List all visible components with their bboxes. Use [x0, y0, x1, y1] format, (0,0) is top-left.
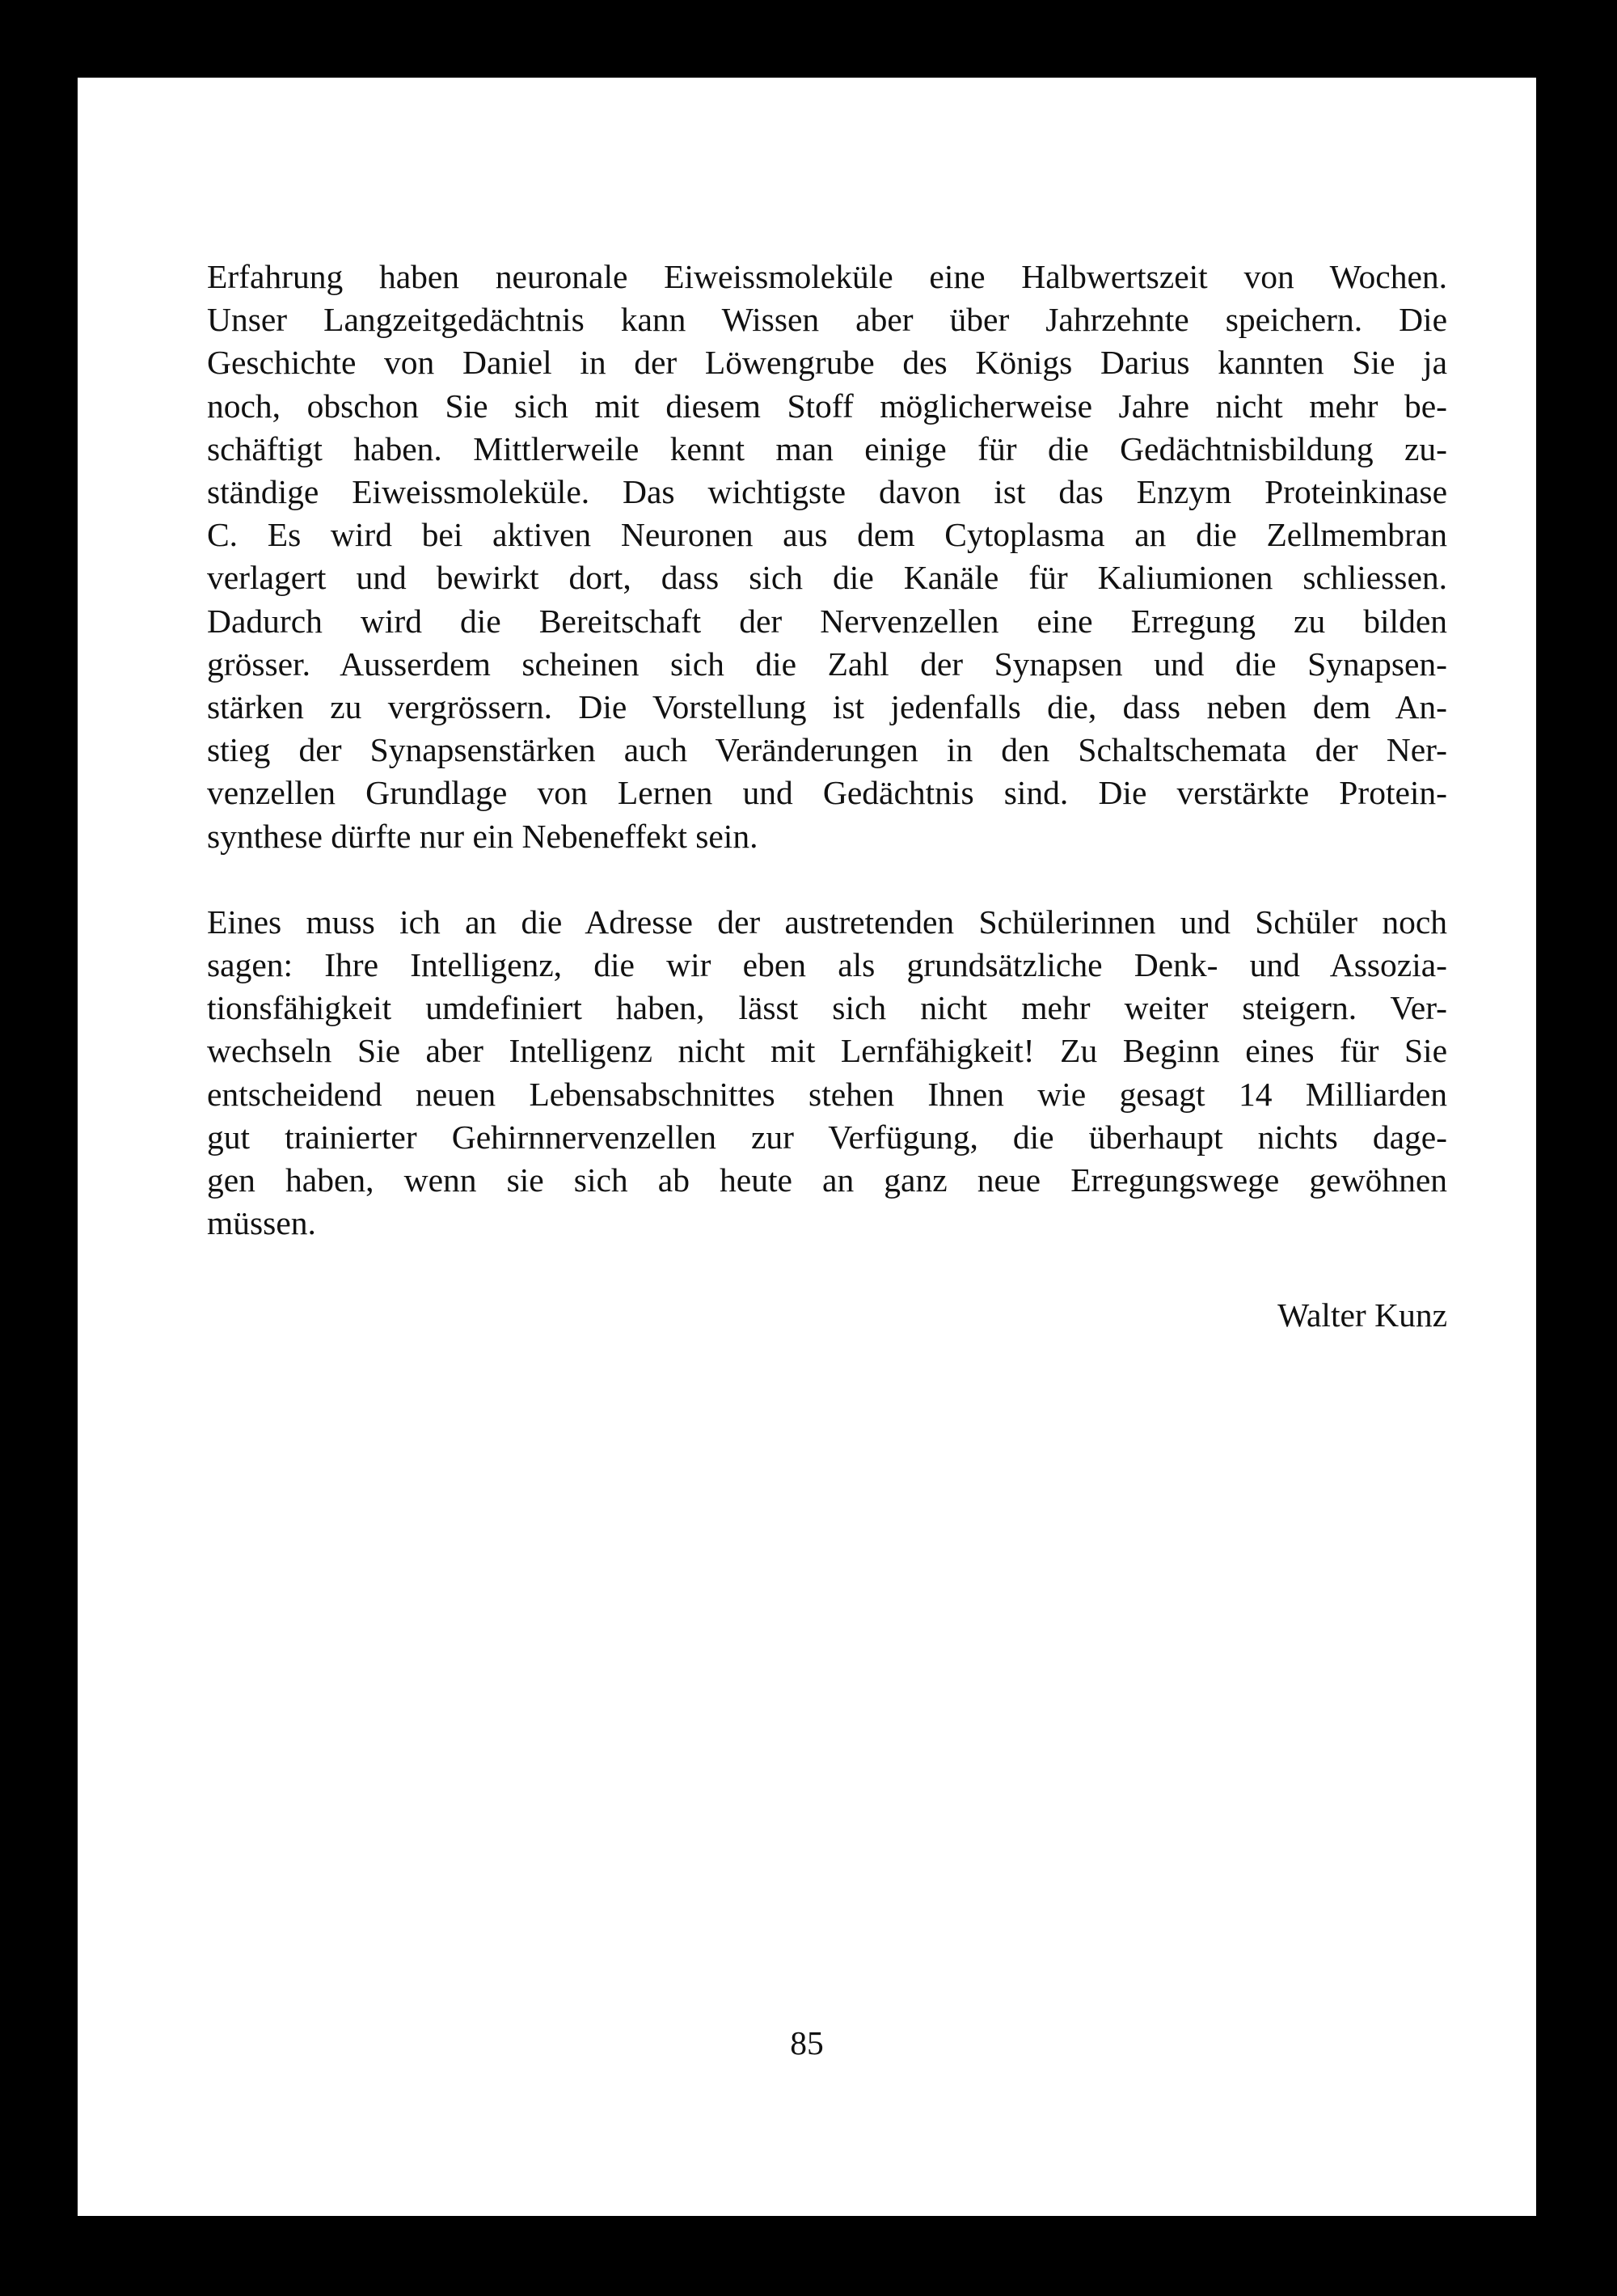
text-line: stärken zu vergrössern. Die Vorstellung ist jedenfalls die, dass neben dem An- [207, 688, 1447, 726]
text-line: Geschichte von Daniel in der Löwengrube des Königs Darius kannten Sie ja [207, 344, 1447, 382]
text-line: sagen: Ihre Intelligenz, die wir eben als grundsätzliche Denk- und Assozia- [207, 946, 1447, 984]
page-number: 85 [790, 2024, 824, 2061]
text-line: Dadurch wird die Bereitschaft der Nervenzellen eine Erregung zu bilden [207, 602, 1447, 640]
paragraph-2 [207, 901, 1447, 1245]
document-page [78, 78, 1536, 2216]
text-line: wechseln Sie aber Intelligenz nicht mit Lernfähigkeit! Zu Beginn eines für Sie [207, 1032, 1447, 1070]
text-line: grösser. Ausserdem scheinen sich die Zahl der Synapsen und die Synapsen- [207, 645, 1447, 683]
text-line: verlagert und bewirkt dort, dass sich die Kanäle für Kaliumionen schliessen. [207, 559, 1447, 597]
text-line: schäftigt haben. Mittlerweile kennt man einige für die Gedächtnisbildung zu- [207, 429, 1447, 467]
text-line: gen haben, wenn sie sich ab heute an ganz neue Erregungswege gewöhnen [207, 1161, 1447, 1199]
text-line: stieg der Synapsenstärken auch Veränderungen in den Schaltschemata der Ner- [207, 731, 1447, 769]
text-line: tionsfähigkeit umdefiniert haben, lässt sich nicht mehr weiter steigern. Ver- [207, 989, 1447, 1027]
paragraph-1 [207, 256, 1447, 858]
text-line: Eines muss ich an die Adresse der austretenden Schülerinnen und Schüler noch [207, 903, 1447, 941]
text-line: venzellen Grundlage von Lernen und Gedächtnis sind. Die verstärkte Protein- [207, 774, 1447, 812]
text-line: entscheidend neuen Lebensabschnittes stehen Ihnen wie gesagt 14 Milliarden [207, 1075, 1447, 1113]
text-line: ständige Eiweissmoleküle. Das wichtigste davon ist das Enzym Proteinkinase [207, 473, 1447, 511]
paragraph-spacer [207, 858, 1447, 901]
text-line: C. Es wird bei aktiven Neuronen aus dem Cytoplasma an die Zellmembran [207, 516, 1447, 554]
text-line: gut trainierter Gehirnnervenzellen zur Verfügung, die überhaupt nichts dage- [207, 1118, 1447, 1156]
text-line: noch, obschon Sie sich mit diesem Stoff möglicherweise Jahre nicht mehr be- [207, 387, 1447, 425]
text-line: synthese dürfte nur ein Nebeneffekt sein. [207, 817, 758, 855]
text-line: Unser Langzeitgedächtnis kann Wissen aber über Jahrzehnte speichern. Die [207, 301, 1447, 339]
author-signature: Walter Kunz [1277, 1296, 1447, 1334]
body-text [207, 256, 1447, 1245]
text-line: müssen. [207, 1204, 316, 1242]
text-line: Erfahrung haben neuronale Eiweissmoleküle eine Halbwertszeit von Wochen. [207, 258, 1447, 295]
